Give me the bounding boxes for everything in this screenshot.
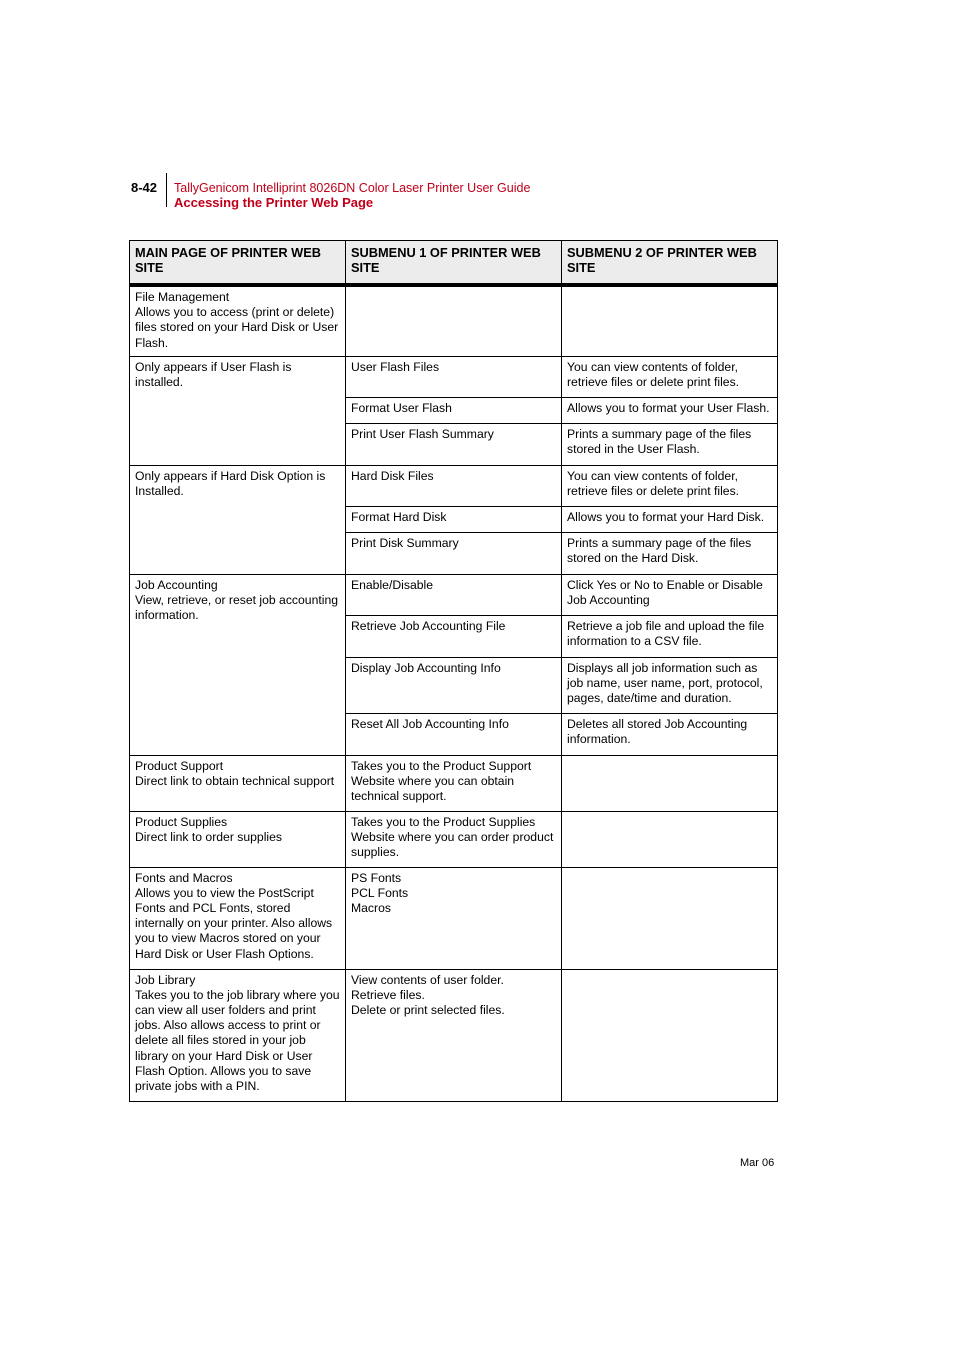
table-row <box>130 465 778 506</box>
sub1-cell: Takes you to the Product Support Website where you can obtain technical support. <box>346 755 562 811</box>
header-submenu-2: SUBMENU 2 OF PRINTER WEB SITE <box>562 241 778 286</box>
sub1-cell: Retrieve Job Accounting File <box>346 615 562 657</box>
page-number: 8-42 <box>131 180 158 195</box>
sub2-cell: Click Yes or No to Enable or Disable Job Accounting <box>562 574 778 615</box>
header-submenu-1: SUBMENU 1 OF PRINTER WEB SITE <box>346 241 562 286</box>
table-header-row <box>130 241 778 286</box>
table-cell-empty <box>562 969 778 1101</box>
sub1-cell: Hard Disk Files <box>346 465 562 506</box>
sub2-cell: You can view contents of folder, retrieve files or delete print files. <box>562 465 778 506</box>
table-row <box>130 755 778 811</box>
sub1-cell: Format User Flash <box>346 397 562 423</box>
sub1-cell: Display Job Accounting Info <box>346 657 562 713</box>
sub2-cell: Displays all job information such as job name, user name, port, protocol, pages, date/time and duration. <box>562 657 778 713</box>
sub1-cell: Print User Flash Summary <box>346 423 562 465</box>
header-divider <box>166 173 167 207</box>
main-product-supplies: Product Supplies Direct link to order supplies <box>130 811 346 867</box>
main-file-management: File Management Allows you to access (print or delete) files stored on your Hard Disk or User Flash. <box>130 285 346 356</box>
web-page-menu-table <box>129 240 778 1102</box>
table-row <box>130 356 778 397</box>
main-hard-disk: Only appears if Hard Disk Option is Installed. <box>130 465 346 574</box>
table-row <box>130 969 778 1101</box>
main-job-library: Job Library Takes you to the job library where you can view all user folders and print jobs. Also allows access to print or delete all files stored in your job library on your Hard Disk or User Flash Option. Allows you to save private jobs with a PIN. <box>130 969 346 1101</box>
sub1-cell: Print Disk Summary <box>346 532 562 574</box>
table-row <box>130 867 778 969</box>
main-product-support: Product Support Direct link to obtain technical support <box>130 755 346 811</box>
section-title: Accessing the Printer Web Page <box>174 195 374 210</box>
table-row <box>130 811 778 867</box>
main-job-accounting: Job Accounting View, retrieve, or reset job accounting information. <box>130 574 346 755</box>
sub1-cell: Format Hard Disk <box>346 506 562 532</box>
sub2-cell: Retrieve a job file and upload the file information to a CSV file. <box>562 615 778 657</box>
sub1-cell: Reset All Job Accounting Info <box>346 713 562 755</box>
sub1-cell: Takes you to the Product Supplies Website where you can order product supplies. <box>346 811 562 867</box>
table-cell-empty <box>562 755 778 811</box>
guide-title: TallyGenicom Intelliprint 8026DN Color Laser Printer User Guide <box>174 181 531 195</box>
table-cell-empty <box>562 285 778 356</box>
sub1-cell: View contents of user folder. Retrieve files. Delete or print selected files. <box>346 969 562 1101</box>
table-cell-empty <box>562 811 778 867</box>
table-cell-empty <box>562 867 778 969</box>
table-cell-empty <box>346 285 562 356</box>
sub2-cell: You can view contents of folder, retrieve files or delete print files. <box>562 356 778 397</box>
main-fonts-macros: Fonts and Macros Allows you to view the PostScript Fonts and PCL Fonts, stored internally on your printer. Also allows you to view Macros stored on your Hard Disk or User Flash Options. <box>130 867 346 969</box>
sub2-cell: Prints a summary page of the files stored in the User Flash. <box>562 423 778 465</box>
table-row <box>130 285 778 356</box>
main-user-flash: Only appears if User Flash is installed. <box>130 356 346 465</box>
sub2-cell: Allows you to format your User Flash. <box>562 397 778 423</box>
footer-date: Mar 06 <box>740 1157 775 1169</box>
sub2-cell: Prints a summary page of the files stored on the Hard Disk. <box>562 532 778 574</box>
header-main-page: MAIN PAGE OF PRINTER WEB SITE <box>130 241 346 286</box>
sub1-cell: User Flash Files <box>346 356 562 397</box>
table-row <box>130 574 778 615</box>
sub2-cell: Deletes all stored Job Accounting information. <box>562 713 778 755</box>
sub2-cell: Allows you to format your Hard Disk. <box>562 506 778 532</box>
sub1-cell: PS Fonts PCL Fonts Macros <box>346 867 562 969</box>
sub1-cell: Enable/Disable <box>346 574 562 615</box>
